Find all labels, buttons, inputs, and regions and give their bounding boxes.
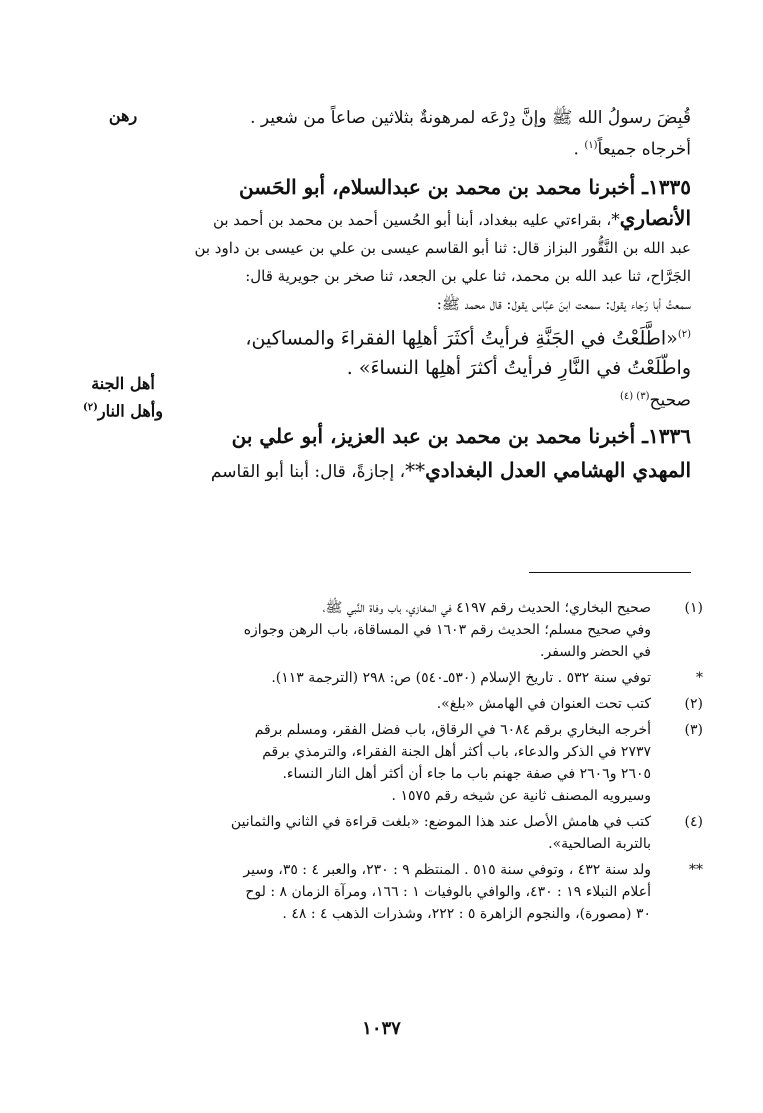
- footnote-line: وسيرويه المصنف ثانية عن شيخه رقم ١٥٧٥ .: [391, 788, 651, 804]
- main-text: [60, 104, 691, 489]
- footnote-marker: (٣): [684, 722, 703, 738]
- narrator-ansari: الأنصاري: [619, 205, 691, 230]
- footnote-item: [70, 859, 703, 925]
- hadith-text-line-2: واطَّلَعْتُ في النَّارِ فرأيتُ أكثرَ أهلِها النساءَ» .: [346, 356, 691, 379]
- hadith-1336-line-2-rest: ، إجازةً، قال: أبنا أبو القاسم: [210, 461, 406, 482]
- hadith-text-line-1-text: «اطَّلَعْتُ في الجَنَّةِ فرأيتُ أكثَرَ أهلِها الفقراءَ والمساكين،: [245, 326, 678, 349]
- grading-line: [60, 383, 691, 415]
- footnote-line: أعلام النبلاء ١٩ : ٤٣٠، والوافي بالوفيات ١ : ١٦٦، ومرآة الزمان ٨ : لوح: [245, 884, 651, 900]
- main-line-1: قُبِضَ رسولُ الله ﷺ وإنَّ دِرْعَه لمرهونةٌ بثلاثين صاعاً من شعير .: [250, 108, 691, 128]
- main-line-2: [60, 132, 691, 164]
- footnote-line: وفي صحيح مسلم؛ الحديث رقم ١٦٠٣ في المساقاة، باب الرهن وجوازه: [243, 622, 651, 638]
- hadith-1336-line-2: [60, 453, 691, 489]
- footnote-item: [70, 667, 703, 689]
- hadith-1335-heading: ١٣٣٥ـ أخبرنا محمد بن محمد بن عبدالسلام، أبو الحَسن: [239, 174, 691, 199]
- footnote-separator: [529, 572, 691, 573]
- footnote-marker: (٢): [684, 696, 703, 712]
- margin-note-ahl-line2-text: وأهل النار: [97, 401, 163, 421]
- hadith-1335-line-2-rest: ، بقراءتي عليه ببغداد، أبنا أبو الحُسين أحمد بن محمد بن أحمد بن: [212, 210, 612, 229]
- margin-note-ahl-line1: أهل الجنة: [91, 374, 155, 393]
- footnote-ref-star: *: [611, 209, 620, 230]
- footnote-line: صحيح البخاري؛ الحديث رقم ٤١٩٧ في المغازي، باب وفاة النَّبي ﷺ،: [322, 600, 651, 616]
- footnotes: [70, 597, 703, 929]
- footnote-line: ٢٧٣٧ في الذكر والدعاء، باب أكثر أهل الجنة الفقراء، والترمذي برقم: [262, 744, 651, 760]
- footnote-marker: (١): [684, 600, 703, 616]
- footnote-item: [70, 597, 703, 663]
- footnote-line: بالتربة الصالحية».: [548, 836, 651, 852]
- footnote-line: ٢٦٠٥ و٢٦٠٦ في صفة جهنم باب ما جاء أن أكثر أهل النار النساء.: [282, 766, 651, 782]
- footnote-line: كتب تحت العنوان في الهامش «بلغ».: [436, 696, 651, 712]
- footnote-ref-3-4: (٣) (٤): [619, 390, 650, 402]
- footnote-item: [70, 811, 703, 855]
- footnote-line: كتب في هامش الأصل عند هذا الموضع: «بلغت قراءة في الثاني والثمانين: [230, 814, 651, 830]
- isnad-line-1: عبد الله بن النَّقُّور البزاز قال: ثنا أبو القاسم عيسى بن علي بن عيسى بن داود بن: [194, 238, 691, 257]
- hadith-text-line-1: [60, 320, 691, 353]
- main-line-2-end: .: [573, 139, 585, 160]
- footnote-ref-2: (٢): [677, 328, 691, 340]
- hadith-1336-heading: ١٣٣٦ـ أخبرنا محمد بن محمد بن عبد العزيز، أبو علي بن: [231, 423, 691, 448]
- isnad-line-3: سمعتُ أبا رَجاء يقول: سمعت ابنَ عبَّاس يقول: قال محمد ﷺ:: [436, 294, 691, 313]
- grading-sahih: صحيح: [649, 390, 691, 411]
- footnote-line: في الحضر والسفر.: [540, 644, 651, 660]
- footnote-line: ٣٠ (مصورة)، والنجوم الزاهرة ٥ : ٢٢٢، وشذرات الذهب ٤ : ٤٨ .: [282, 906, 651, 922]
- narrator-hashimi: المهدي الهشامي العدل البغدادي: [425, 457, 691, 482]
- margin-note-footnote-ref: (٢): [83, 402, 98, 413]
- footnote-marker: **: [689, 862, 703, 878]
- hadith-1335-line-2: [60, 204, 691, 234]
- footnote-line: أخرجه البخاري برقم ٦٠٨٤ في الرقاق، باب فضل الفقر، ومسلم برقم: [254, 722, 651, 738]
- page-number: ١٠٣٧: [362, 1018, 401, 1039]
- footnote-line: توفي سنة ٥٣٢ . تاريخ الإسلام (٥٣٠ـ٥٤٠) ص: ٢٩٨ (الترجمة ١١٣).: [271, 670, 651, 686]
- footnote-item: [70, 693, 703, 715]
- footnote-item: [70, 719, 703, 807]
- footnote-ref-1: (١): [584, 140, 598, 151]
- isnad-line-2: الجَرَّاح، ثنا عبد الله بن محمد، ثنا علي بن الجعد، ثنا صخر بن جويرية قال:: [245, 266, 691, 285]
- main-line-2-text: أخرجاه جميعاً: [597, 139, 691, 160]
- margin-note-rahn-text: رهن: [108, 106, 138, 125]
- footnote-line: ولد سنة ٤٣٢ ، وتوفي سنة ٥١٥ . المنتظم ٩ : ٢٣٠، والعبر ٤ : ٣٥، وسير: [243, 862, 651, 878]
- footnote-marker: (٤): [684, 814, 703, 830]
- footnote-marker: *: [696, 670, 703, 686]
- footnote-ref-double-star: **: [405, 457, 426, 482]
